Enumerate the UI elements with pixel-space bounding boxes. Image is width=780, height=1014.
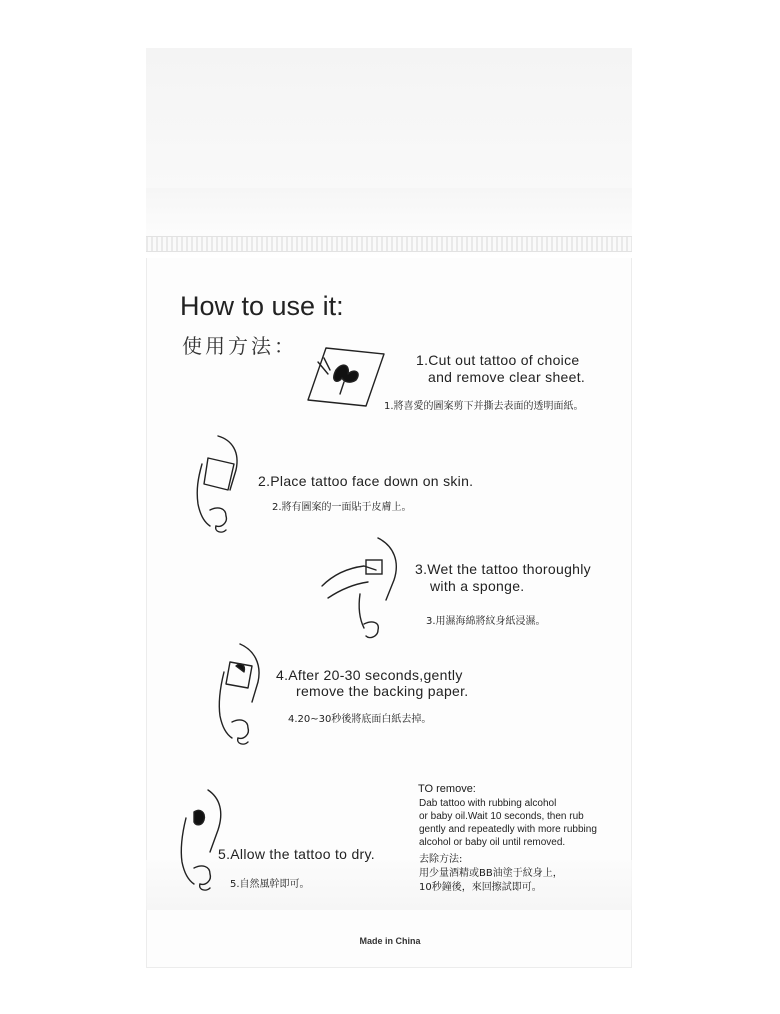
- step-1-zh: 1.將喜愛的圖案剪下并撕去表面的透明面紙。: [384, 401, 584, 412]
- place-on-arm-illustration: [188, 434, 252, 534]
- step-4-line-1: 4.After 20-30 seconds,gently: [276, 667, 463, 683]
- step-3-line-1: 3.Wet the tattoo thoroughly: [415, 561, 591, 577]
- step-1-line-1: 1.Cut out tattoo of choice: [416, 352, 580, 368]
- packet-top-flap: [146, 48, 632, 188]
- step-2-line-1: 2.Place tattoo face down on skin.: [258, 473, 474, 489]
- step-4-line-2: remove the backing paper.: [296, 683, 469, 699]
- removal-line-4: alcohol or baby oil until removed.: [419, 837, 566, 848]
- step-2-zh: 2.將有圖案的一面貼于皮膚上。: [272, 502, 412, 513]
- remove-backing-illustration: [206, 640, 270, 748]
- step-4-zh: 4.20~30秒後將底面白紙去掉。: [288, 714, 432, 725]
- removal-heading: TO remove:: [418, 783, 476, 795]
- dry-arm-illustration: [170, 788, 234, 892]
- removal-line-zh-2: 10秒鐘後，來回擦試即可。: [419, 882, 542, 893]
- removal-line-2: or baby oil.Wait 10 seconds, then rub: [419, 811, 584, 822]
- removal-line-zh-1: 用少量酒精或BB油塗于紋身上，: [419, 868, 563, 879]
- removal-line-1: Dab tattoo with rubbing alcohol: [419, 798, 557, 809]
- step-5-line-1: 5.Allow the tattoo to dry.: [218, 846, 375, 862]
- wet-sponge-illustration: [318, 536, 410, 640]
- step-5-zh: 5.自然風幹即可。: [230, 879, 310, 890]
- step-3-line-2: with a sponge.: [430, 578, 525, 594]
- step-1-line-2: and remove clear sheet.: [428, 369, 586, 385]
- removal-line-3: gently and repeatedly with more rubbing: [419, 824, 597, 835]
- zip-seal: [146, 236, 632, 252]
- removal-heading-zh: 去除方法:: [419, 854, 463, 865]
- instructions-title: How to use it:: [180, 291, 344, 321]
- made-in-china-label: Made in China: [359, 936, 421, 946]
- step-3-zh: 3.用濕海綿將紋身紙浸濕。: [426, 616, 546, 627]
- instructions-title-zh: 使用方法：: [182, 334, 297, 358]
- cut-sheet-illustration: [304, 344, 394, 410]
